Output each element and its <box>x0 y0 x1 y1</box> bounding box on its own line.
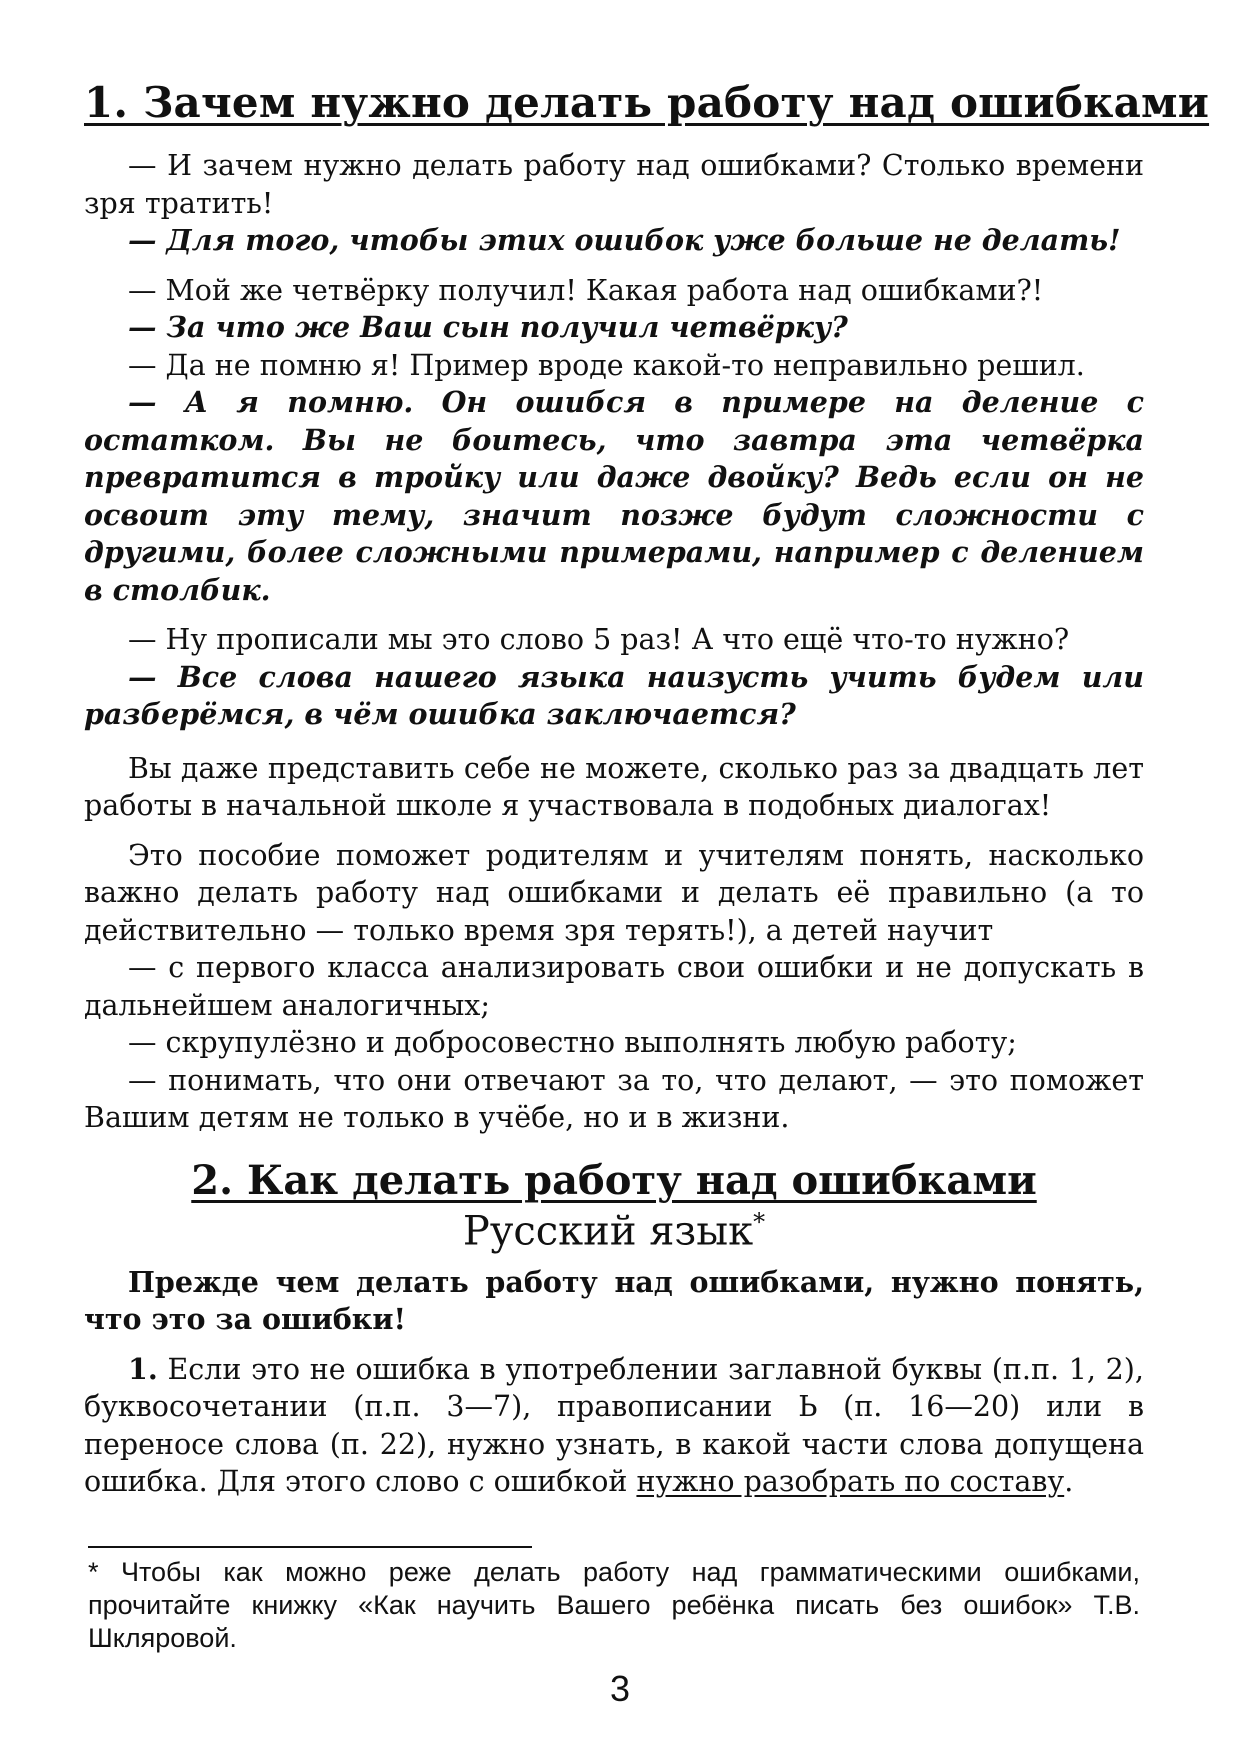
footnote-mark: * <box>753 1207 766 1236</box>
footnote-divider <box>88 1546 532 1548</box>
dialog-line-6: — А я помню. Он ошибся в примере на деление с остатком. Вы не боитесь, что завтра эта четвёрка превратится в тройку или даже двойку? Ведь если он не освоит эту тему, значит позже будут сложности с другими, более сложными примерами, например с делением в столбик. <box>84 385 1144 607</box>
footnote: * Чтобы как можно реже делать работу над грамматическими ошибками, прочитайте книжку «Как научить Вашего ребёнка писать без ошибок» Т.В. Шкляровой. <box>88 1557 1140 1653</box>
bold-intro: Прежде чем делать работу над ошибками, нужно понять, что это за ошибки! <box>84 1264 1144 1337</box>
point-1 <box>84 1351 1144 1501</box>
dialog-line-2: — Для того, чтобы этих ошибок уже больше не делать! <box>128 223 1121 257</box>
list-item-2: — скрупулёзно и добросовестно выполнять любую работу; <box>128 1026 1017 1059</box>
page-content <box>84 78 1210 1501</box>
dialog-line-4: — За что же Ваш сын получил четвёрку? <box>128 310 848 344</box>
list-item-3: — понимать, что они отвечают за то, что делают, — это поможет Вашим детям не только в учёбе, но и в жизни. <box>84 1063 1144 1134</box>
point-1-number: 1. <box>128 1351 158 1386</box>
dialog-line-8: — Все слова нашего языка наизусть учить будем или разберёмся, в чём ошибка заключается? <box>84 659 1144 731</box>
section2-subtitle <box>84 1208 1144 1254</box>
dialog-line-1: — И зачем нужно делать работу над ошибками? Столько времени зря тратить! <box>84 149 1144 220</box>
paragraph-2: Это пособие поможет родителям и учителям понять, насколько важно делать работу над ошибками и делать её правильно (а то действительно — только время зря терять!), а детей научит <box>84 838 1144 947</box>
point-1-text: Если это не ошибка в употреблении заглавной буквы (п.п. 1, 2), буквосочетании (п.п. 3—7), правописании Ь (п. 16—20) или в переносе слова (п. 22), нужно узнать, в какой части слова допущена ошибка. Для этого слово с ошибкой <box>84 1352 1144 1499</box>
page-number: 3 <box>609 1668 631 1709</box>
point-1-link: нужно разобрать по составу <box>636 1465 1065 1499</box>
point-1-end: . <box>1064 1465 1074 1499</box>
section2-title: 2. Как делать работу над ошибками <box>191 1156 1037 1204</box>
dialog-line-5: — Да не помню я! Пример вроде какой-то неправильно решил. <box>128 348 1085 382</box>
dialog-line-7: — Ну прописали мы это слово 5 раз! А что ещё что-то нужно? <box>128 623 1070 656</box>
section1-title: 1. Зачем нужно делать работу над ошибками <box>84 78 1210 127</box>
dialog-line-3: — Мой же четвёрку получил! Какая работа над ошибками?! <box>128 273 1044 307</box>
paragraph-1: Вы даже представить себе не можете, сколько раз за двадцать лет работы в начальной школе я участвовала в подобных диалогах! <box>84 751 1144 822</box>
subtitle-text: Русский язык <box>462 1207 754 1254</box>
list-item-1: — с первого класса анализировать свои ошибки и не допускать в дальнейшем аналогичных; <box>84 951 1144 1022</box>
